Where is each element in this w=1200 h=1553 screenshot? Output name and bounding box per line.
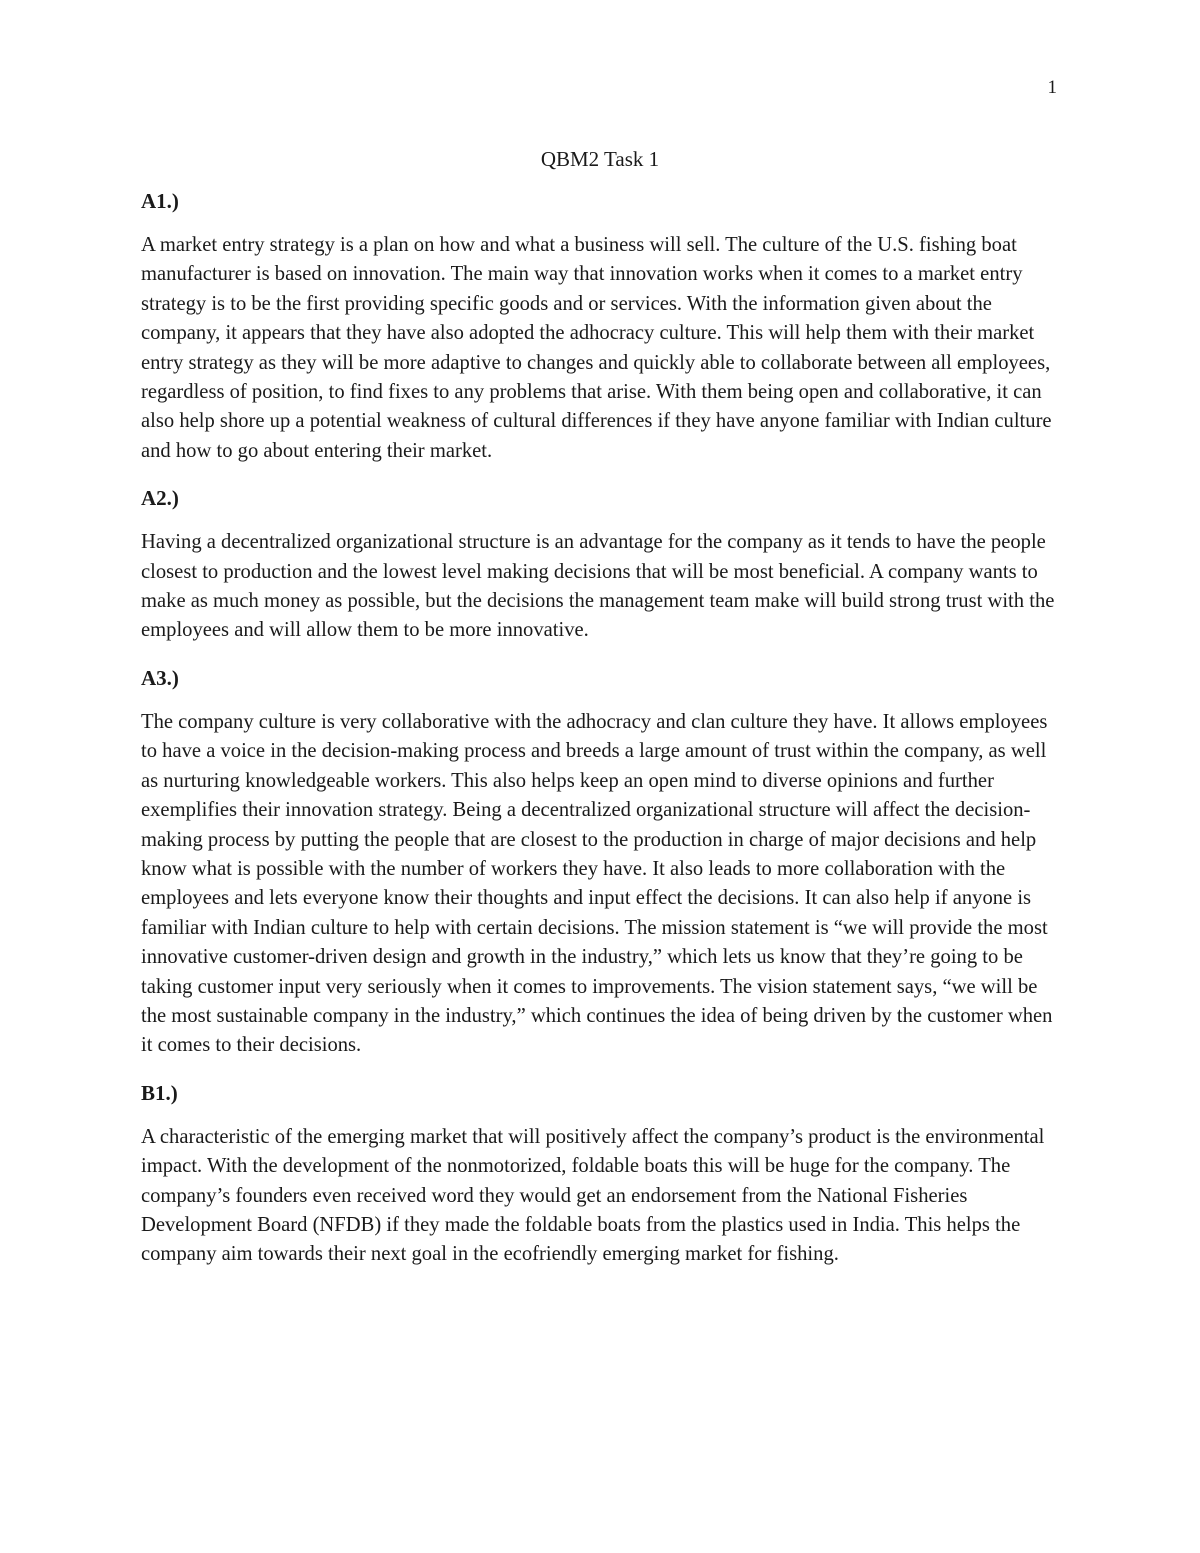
section-paragraph: The company culture is very collaborative with the adhocracy and clan culture they have. It allows employees to have a voice in the decision-making process and breeds a large amount of trust within the company, as well as nurturing knowledgeable workers. This also helps keep an open mind to diverse opinions and further exemplifies their innovation strategy. Being a decentralized organizational structure will affect the decision-making process by putting the people that are closest to the production in charge of major decisions and help know what is possible with the number of workers they have. It also leads to more collaboration with the employees and lets everyone know their thoughts and input effect the decisions. It can also help if anyone is familiar with Indian culture to help with certain decisions. The mission statement is “we will provide the most innovative customer-driven design and growth in the industry,” which lets us know that they’re going to be taking customer input very seriously when it comes to improvements. The vision statement says, “we will be the most sustainable company in the industry,” which continues the idea of being driven by the customer when it comes to their decisions. xyxy=(141,710,1053,1057)
section-heading: B1.) xyxy=(141,1080,178,1105)
document-title: QBM2 Task 1 xyxy=(540,147,660,171)
section-heading: A1.) xyxy=(141,189,179,213)
section-heading: A3.) xyxy=(141,665,179,690)
section-a2 xyxy=(141,484,1059,646)
section-heading: A2.) xyxy=(141,486,179,511)
section-paragraph: A market entry strategy is a plan on how and what a business will sell. The culture of the U.S. fishing boat manufacturer is based on innovation. The main way that innovation works when it comes to a market entry strategy is to be the first providing specific goods and or services. With the information given about the company, it appears that they have also adopted the adhocracy culture. This will help them with their market entry strategy as they will be more adaptive to changes and quickly able to collaborate between all employees, regardless of position, to find fixes to any problems that arise. With them being open and collaborative, it can also help shore up a potential weakness of cultural differences if they have anyone familiar with Indian culture and how to go about entering their market. xyxy=(141,234,1052,462)
section-paragraph: A characteristic of the emerging market that will positively affect the company’s product is the environmental impact. With the development of the nonmotorized, foldable boats this will be huge for the company. The company’s founders even received word they would get an endorsement from the National Fisheries Development Board (NFDB) if they made the foldable boats from the plastics used in India. This helps the company aim towards their next goal in the ecofriendly emerging market for fishing. xyxy=(141,1125,1045,1266)
section-a1 xyxy=(141,187,1059,466)
section-b1 xyxy=(141,1079,1059,1270)
document-content xyxy=(141,145,1059,1288)
section-a3 xyxy=(141,664,1059,1061)
section-paragraph: Having a decentralized organizational structure is an advantage for the company as it tends to have the people closest to production and the lowest level making decisions that will be most beneficial. A company wants to make as much money as possible, but the decisions the management team make will build strong trust with the employees and will allow them to be more innovative. xyxy=(141,531,1055,642)
page-number: 1 xyxy=(1047,77,1057,98)
